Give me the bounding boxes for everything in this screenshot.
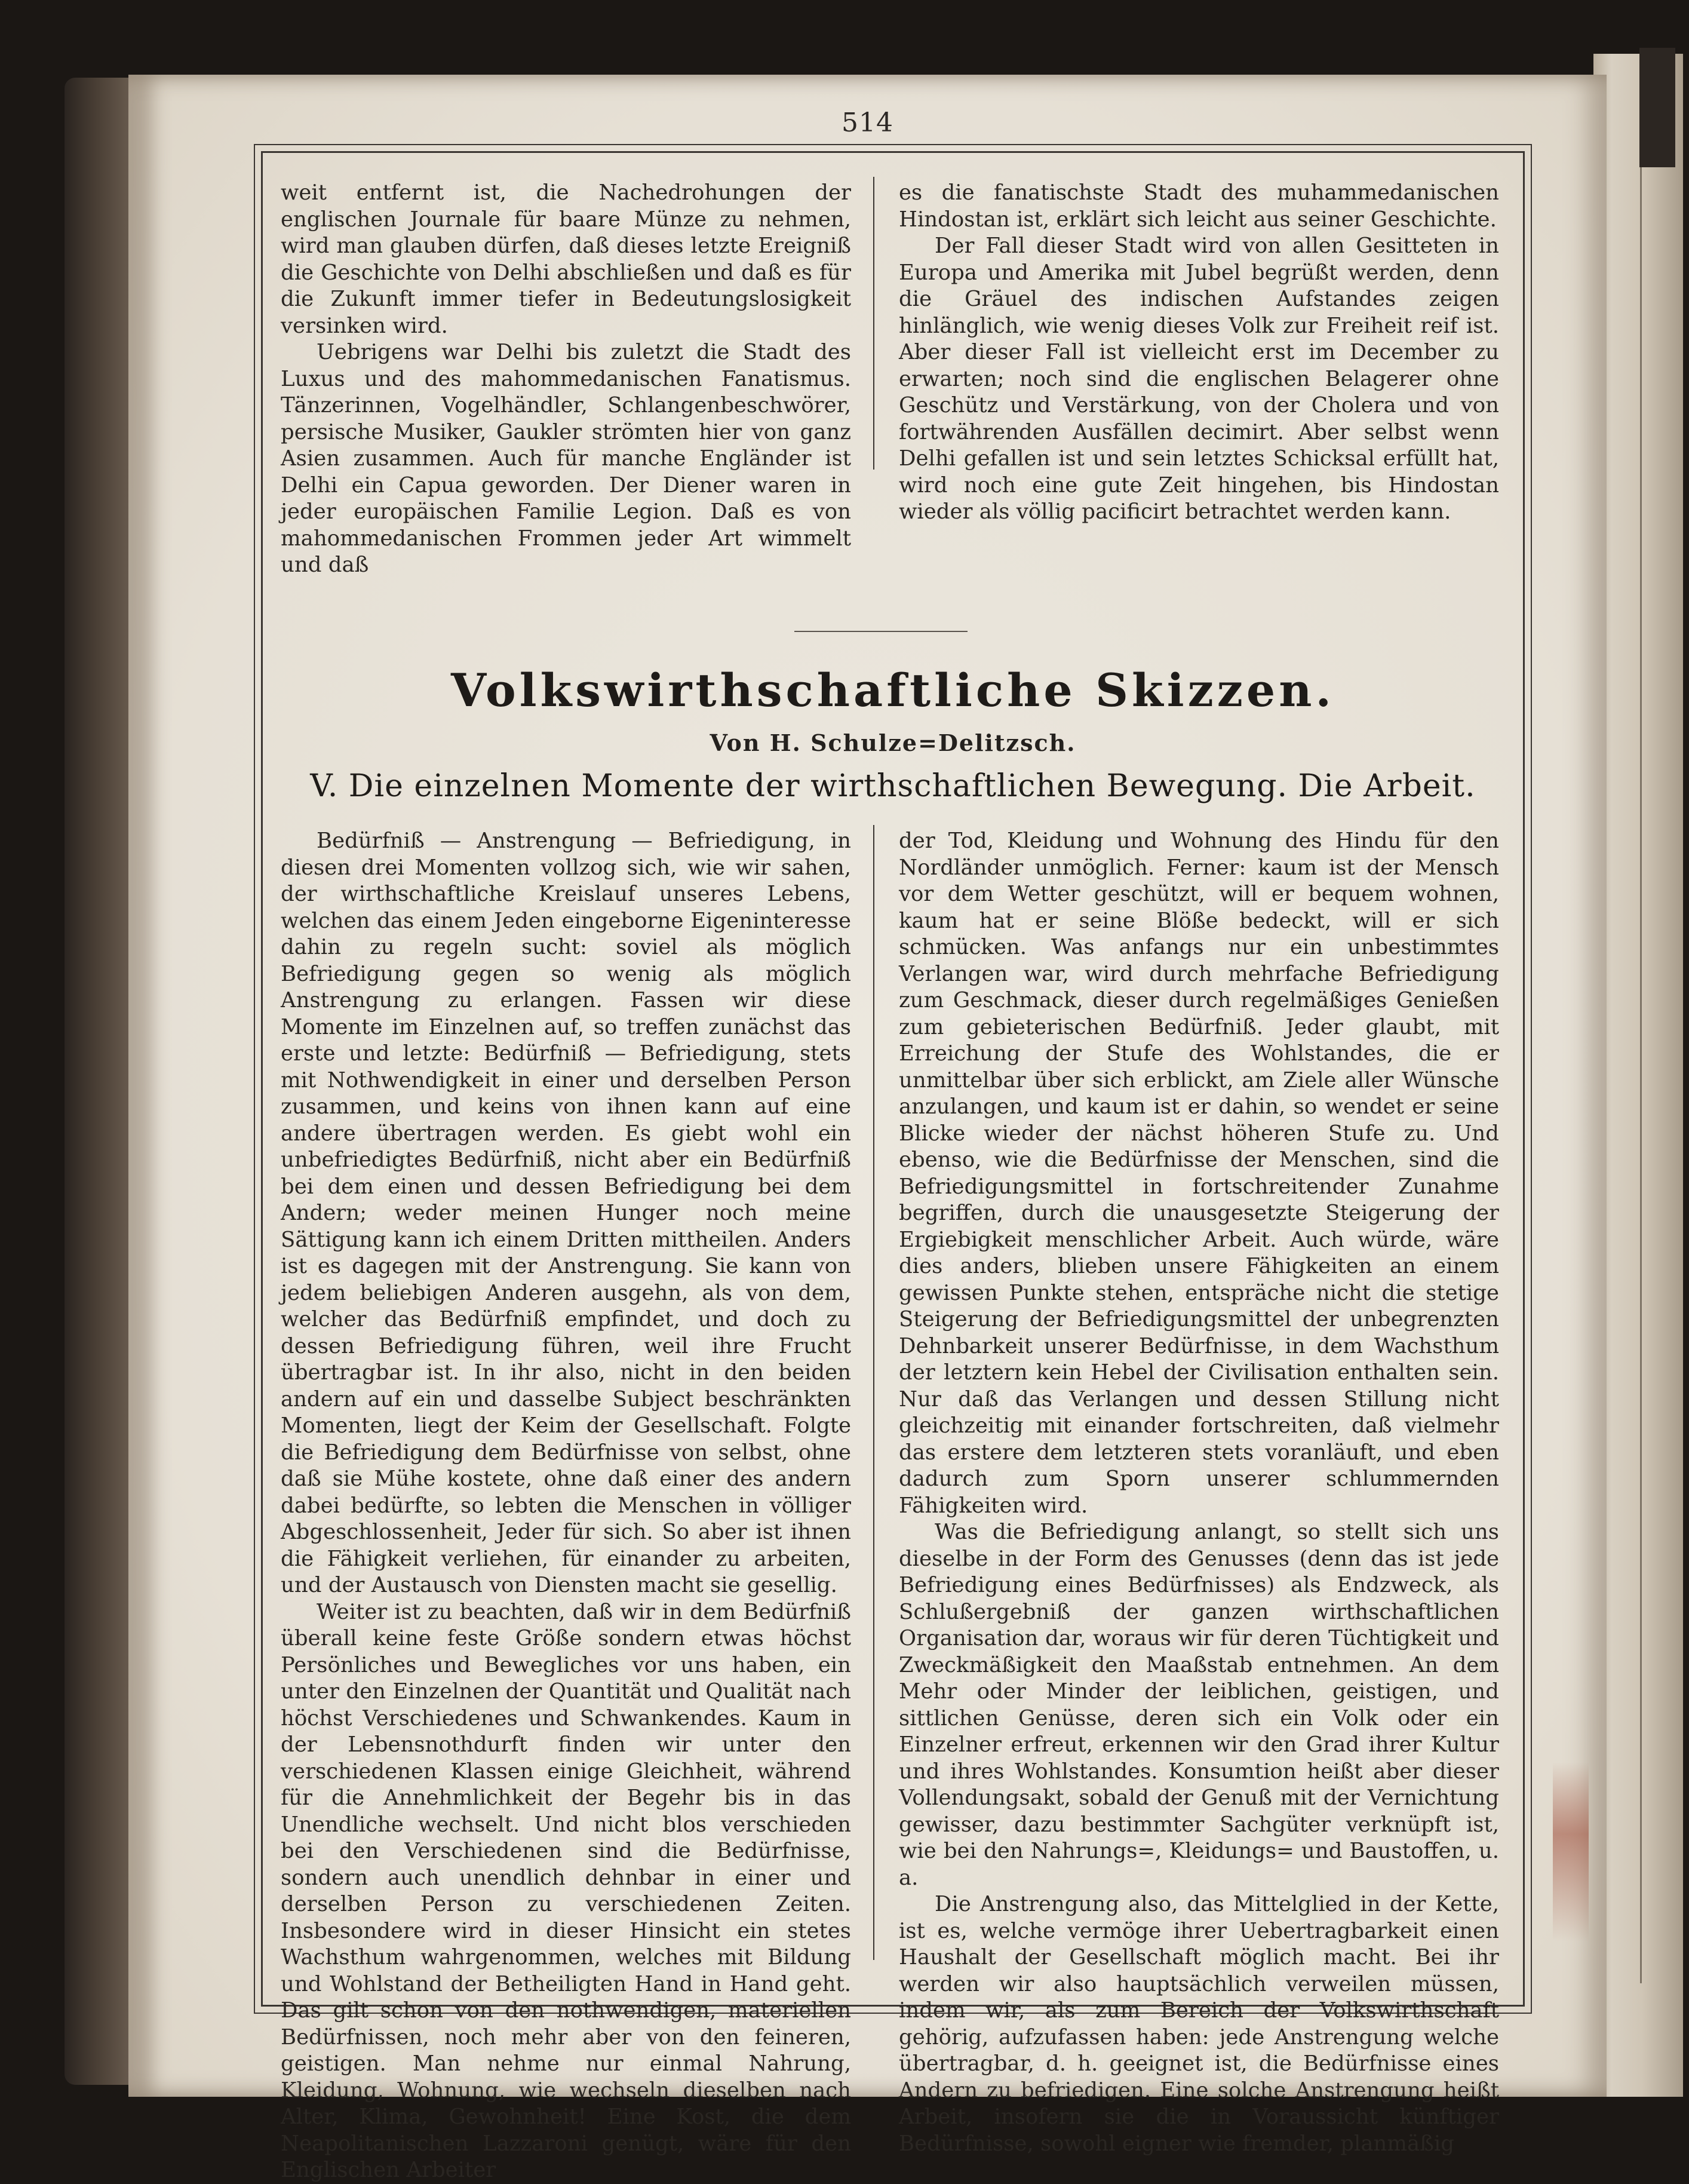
paragraph: Uebrigens war Delhi bis zuletzt die Stadt des Luxus und des mahommedanischen Fanatismus. Tänzerinnen, Vogelhändler, Schlangenbeschwörer, persische Musiker, Gaukler strömten hier von ganz Asien zusammen. Auch für manche Engländer ist Delhi ein Capua geworden. Der Diener waren in jeder europäischen Familie Legion. Daß es von mahommedanischen Frommen jeder Art wimmelt und daß bbox=[281, 340, 851, 577]
column-divider-top bbox=[873, 177, 874, 470]
column-divider-bottom bbox=[873, 825, 874, 1960]
page-stack-edge bbox=[1593, 54, 1683, 2097]
bottom-left-column bbox=[281, 828, 851, 2184]
top-right-column bbox=[899, 180, 1499, 526]
book-page bbox=[128, 75, 1607, 2182]
paragraph: der Tod, Kleidung und Wohnung des Hindu für den Nordländer unmöglich. Ferner: kaum ist der Mensch vor dem Wetter geschützt, will er bequem wohnen, kaum hat er seine Blöße bedeckt, will er sich schmücken. Was anfangs nur ein unbestimmtes Verlangen war, wird durch mehrfache Befriedigung zum Geschmack, dieser durch regelmäßiges Genießen zum gebieterischen Bedürfniß. Jeder glaubt, mit Erreichung der Stufe des Wohlstandes, die er unmittelbar über sich erblickt, am Ziele aller Wünsche anzulangen, und kaum ist er dahin, so wendet er seine Blicke wieder der nächst höheren Stufe zu. Und ebenso, wie die Bedürfnisse der Menschen, sind die Befriedigungsmittel in fortschreitender Zunahme begriffen, durch die unausgesetzte Steigerung der Ergiebigkeit menschlicher Arbeit. Auch würde, wäre dies anders, blieben unsere Fähigkeiten an einem gewissen Punkte stehen, entspräche nicht die stetige Steigerung der Befriedigungsmittel der unbegrenzten Dehnbarkeit unserer Bedürfnisse, in dem Wachsthum der letztern kein Hebel der Civilisation enthalten sein. Nur daß das Verlangen und dessen Stillung nicht gleichzeitig mit einander fortschreiten, daß vielmehr das erstere dem letzteren stets voranläuft, und eben dadurch zum Sporn unserer schlummernden Fähigkeiten wird. bbox=[899, 829, 1499, 1518]
book-cover-edge bbox=[65, 78, 136, 2085]
top-left-column bbox=[281, 180, 851, 579]
paragraph: Die Anstrengung also, das Mittelglied in der Kette, ist es, welche vermöge ihrer Uebertragbarkeit einen Haushalt der Gesellschaft möglich macht. Bei ihr werden wir also hauptsächlich verweilen müssen, indem wir, als zum Bereich der Volkswirthschaft gehörig, aufzufassen haben: jede Anstrengung welche übertragbar, d. h. geeignet ist, die Bedürfnisse eines Andern zu befriedigen. Eine solche Anstrengung heißt Arbeit, insofern sie die in Voraussicht künftiger Bedürfnisse, sowohl eigner wie fremder, planmäßig bbox=[899, 1892, 1499, 2156]
paragraph: Was die Befriedigung anlangt, so stellt sich uns dieselbe in der Form des Genusses (denn das ist jede Befriedigung eines Bedürfnisses) als Endzweck, als Schlußergebniß der ganzen wirthschaftlichen Organisation dar, woraus wir für deren Tüchtigkeit und Zweckmäßigkeit den Maaßstab entnehmen. An dem Mehr oder Minder der leiblichen, geistigen, und sittlichen Genüsse, deren sich ein Volk oder ein Einzelner erfreut, erkennen wir den Grad ihrer Kultur und ihres Wohlstandes. Konsumtion heißt aber dieser Vollendungsakt, sobald der Genuß mit der Vernichtung gewisser, dazu bestimmter Sachgüter verknüpft ist, wie bei den Nahrungs=, Kleidungs= und Baustoffen, u. a. bbox=[899, 1520, 1499, 1890]
paragraph: Bedürfniß — Anstrengung — Befriedigung, in diesen drei Momenten vollzog sich, wie wir sahen, der wirthschaftliche Kreislauf unseres Lebens, welchen das einem Jeden eingeborne Eigeninteresse dahin zu regeln sucht: soviel als möglich Befriedigung gegen so wenig als möglich Anstrengung zu erlangen. Fassen wir diese Momente im Einzelnen auf, so treffen zunächst das erste und letzte: Bedürfniß — Befriedigung, stets mit Nothwendigkeit in einer und derselben Person zusammen, und keins von ihnen kann auf eine andere übertragen werden. Es giebt wohl ein unbefriedigtes Bedürfniß, nicht aber ein Bedürfniß bei dem einen und dessen Befriedigung bei dem Andern; weder meinen Hunger noch meine Sättigung kann ich einem Dritten mittheilen. Anders ist es dagegen mit der Anstrengung. Sie kann von jedem beliebigen Anderen ausgehn, als von dem, welcher das Bedürfniß empfindet, und doch zu dessen Befriedigung führen, weil ihre Frucht übertragbar ist. In ihr also, nicht in den beiden andern auf ein und dasselbe Subject beschränkten Momenten, liegt der Keim der Gesellschaft. Folgte die Befriedigung dem Bedürfnisse von selbst, ohne daß sie Mühe kostete, ohne daß einer des andern dabei bedürfte, so lebten die Menschen in völliger Abgeschlossenheit, Jeder für sich. So aber ist ihnen die Fähigkeit verliehen, für einander zu arbeiten, und der Austausch von Diensten macht sie gesellig. bbox=[281, 829, 851, 1597]
text-frame bbox=[261, 151, 1525, 2182]
section-title: Volkswirthschaftliche Skizzen. bbox=[451, 664, 1335, 717]
next-page-rule bbox=[1640, 143, 1642, 1983]
spine-corner bbox=[1639, 48, 1675, 167]
bottom-right-column bbox=[899, 828, 1499, 2157]
paragraph: Der Fall dieser Stadt wird von allen Gesitteten in Europa und Amerika mit Jubel begrüßt werden, denn die Gräuel des indischen Aufstandes zeigen hinlänglich, wie wenig dieses Volk zur Freiheit reif ist. Aber dieser Fall ist vielleicht erst im December zu erwarten; noch sind die englischen Belagerer ohne Geschütz und Verstärkung, von der Cholera und von fortwährenden Ausfällen decimirt. Aber selbst wenn Delhi gefallen ist und sein letztes Schicksal erfüllt hat, wird noch eine gute Zeit hingehen, bis Hindostan wieder als völlig pacificirt betrachtet werden kann. bbox=[899, 234, 1499, 524]
paragraph: weit entfernt ist, die Nachedrohungen der englischen Journale für baare Münze zu nehmen, wird man glauben dürfen, daß dieses letzte Ereigniß die Geschichte von Delhi abschließen und daß es für die Zukunft immer tiefer in Bedeutungslosigkeit versinken wird. bbox=[281, 180, 851, 338]
paragraph: Weiter ist zu beachten, daß wir in dem Bedürfniß überall keine feste Größe sondern etwas höchst Persönliches und Bewegliches vor uns haben, ein unter den Einzelnen der Quantität und Qualität nach höchst Verschiedenes und Schwankendes. Kaum in der Lebensnothdurft finden wir unter den verschiedenen Klassen einige Gleichheit, während für die Annehmlichkeit der Begehr bis in das Unendliche wechselt. Und nicht blos verschieden bei den Verschiedenen sind die Bedürfnisse, sondern auch unendlich dehnbar in einer und derselben Person zu verschiedenen Zeiten. Insbesondere wird in dieser Hinsicht ein stetes Wachsthum wahrgenommen, welches mit Bildung und Wohlstand der Betheiligten Hand in Hand geht. Das gilt schon von den nothwendigen, materiellen Bedürfnissen, noch mehr aber von den feineren, geistigen. Man nehme nur einmal Nahrung, Kleidung, Wohnung, wie wechseln dieselben nach Alter, Klima, Gewohnheit! Eine Kost, die dem Neapolitanischen Lazzaroni genügt, wäre für den Englischen Arbeiter bbox=[281, 1599, 851, 2182]
chapter-title: V. Die einzelnen Momente der wirthschaftlichen Bewegung. Die Arbeit. bbox=[310, 768, 1476, 804]
page-number: 514 bbox=[842, 108, 893, 138]
section-divider-rule bbox=[794, 631, 968, 632]
page-stain bbox=[1553, 1762, 1589, 1941]
paragraph: es die fanatischste Stadt des muhammedanischen Hindostan ist, erklärt sich leicht aus seiner Geschichte. bbox=[899, 180, 1499, 232]
author-byline: Von H. Schulze=Delitzsch. bbox=[710, 729, 1076, 756]
